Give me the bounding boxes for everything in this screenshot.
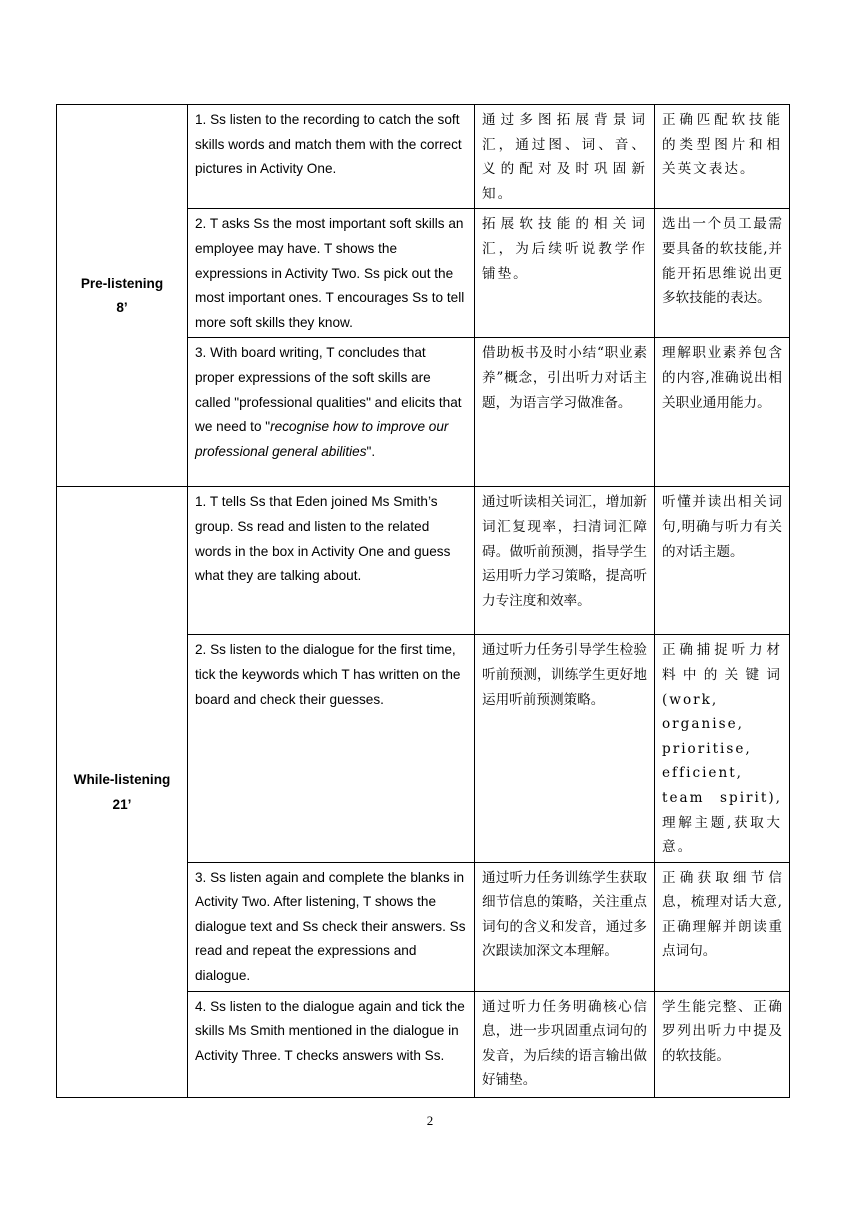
outcome-cell: 听懂并读出相关词句,明确与听力有关的对话主题。 <box>655 487 790 635</box>
page-number: 2 <box>426 1113 434 1128</box>
outcome-cell: 理解职业素养包含的内容,准确说出相关职业通用能力。 <box>655 338 790 487</box>
activity-text: 3. With board writing, T concludes that proper expressions of the soft skills are called "professional qualities" and elicits that we need to " <box>195 345 462 435</box>
stage-name: While-listening <box>73 771 171 787</box>
activity-cell: 4. Ss listen to the dialogue again and tick the skills Ms Smith mentioned in the dialogue in Activity Three. T checks answers with Ss. <box>188 991 475 1097</box>
stage-time: 21’ <box>112 796 132 812</box>
purpose-cell: 通过多图拓展背景词汇，通过图、词、音、义的配对及时巩固新知。 <box>475 105 655 209</box>
activity-cell: 2. Ss listen to the dialogue for the first time, tick the keywords which T has written on the board and check their guesses. <box>188 635 475 862</box>
stage-name: Pre-listening <box>80 275 164 291</box>
activity-cell: 2. T asks Ss the most important soft skills an employee may have. T shows the expressions in Activity Two. Ss pick out the most important ones. T encourages Ss to tell more soft skills they know. <box>188 209 475 338</box>
table-row <box>57 105 790 209</box>
activity-cell: 1. Ss listen to the recording to catch the soft skills words and match them with the correct pictures in Activity One. <box>188 105 475 209</box>
outcome-cell: 正确匹配软技能的类型图片和相关英文表达。 <box>655 105 790 209</box>
stage-cell-while-listening <box>57 487 188 1097</box>
purpose-cell: 通过听力任务引导学生检验听前预测，训练学生更好地运用听前预测策略。 <box>475 635 655 862</box>
activity-text-end: ". <box>366 443 376 459</box>
table-row <box>57 487 790 635</box>
outcome-cell: 正确捕捉听力材料中的关键词(work, organise, prioritise, efficient, team spirit),理解主题,获取大意。 <box>655 635 790 862</box>
stage-cell-pre-listening <box>57 105 188 487</box>
outcome-cell: 正确获取细节信息，梳理对话大意,正确理解并朗读重点词句。 <box>655 862 790 991</box>
purpose-cell: 通过听读相关词汇，增加新词汇复现率，扫清词汇障碍。做听前预测，指导学生运用听力学习策略，提高听力专注度和效率。 <box>475 487 655 635</box>
stage-time: 8’ <box>116 300 128 316</box>
activity-cell: 3. Ss listen again and complete the blanks in Activity Two. After listening, T shows the dialogue text and Ss check their answers. Ss read and repeat the expressions and dialogue. <box>188 862 475 991</box>
purpose-cell: 通过听力任务明确核心信息，进一步巩固重点词句的发音，为后续的语言输出做好铺垫。 <box>475 991 655 1097</box>
outcome-cell: 选出一个员工最需要具备的软技能,并能开拓思维说出更多软技能的表达。 <box>655 209 790 338</box>
purpose-cell: 借助板书及时小结“职业素养”概念，引出听力对话主题，为语言学习做准备。 <box>475 338 655 487</box>
purpose-cell: 通过听力任务训练学生获取细节信息的策略，关注重点词句的含义和发音，通过多次跟读加深文本理解。 <box>475 862 655 991</box>
activity-cell: 1. T tells Ss that Eden joined Ms Smith’s group. Ss read and listen to the related words in the box in Activity One and guess what they are talking about. <box>188 487 475 635</box>
activity-cell <box>188 338 475 487</box>
lesson-plan-table <box>56 104 790 1098</box>
outcome-cell: 学生能完整、正确罗列出听力中提及的软技能。 <box>655 991 790 1097</box>
activity-italic-text: recognise how to improve our professional general abilities <box>195 419 449 459</box>
purpose-cell: 拓展软技能的相关词汇，为后续听说教学作铺垫。 <box>475 209 655 338</box>
